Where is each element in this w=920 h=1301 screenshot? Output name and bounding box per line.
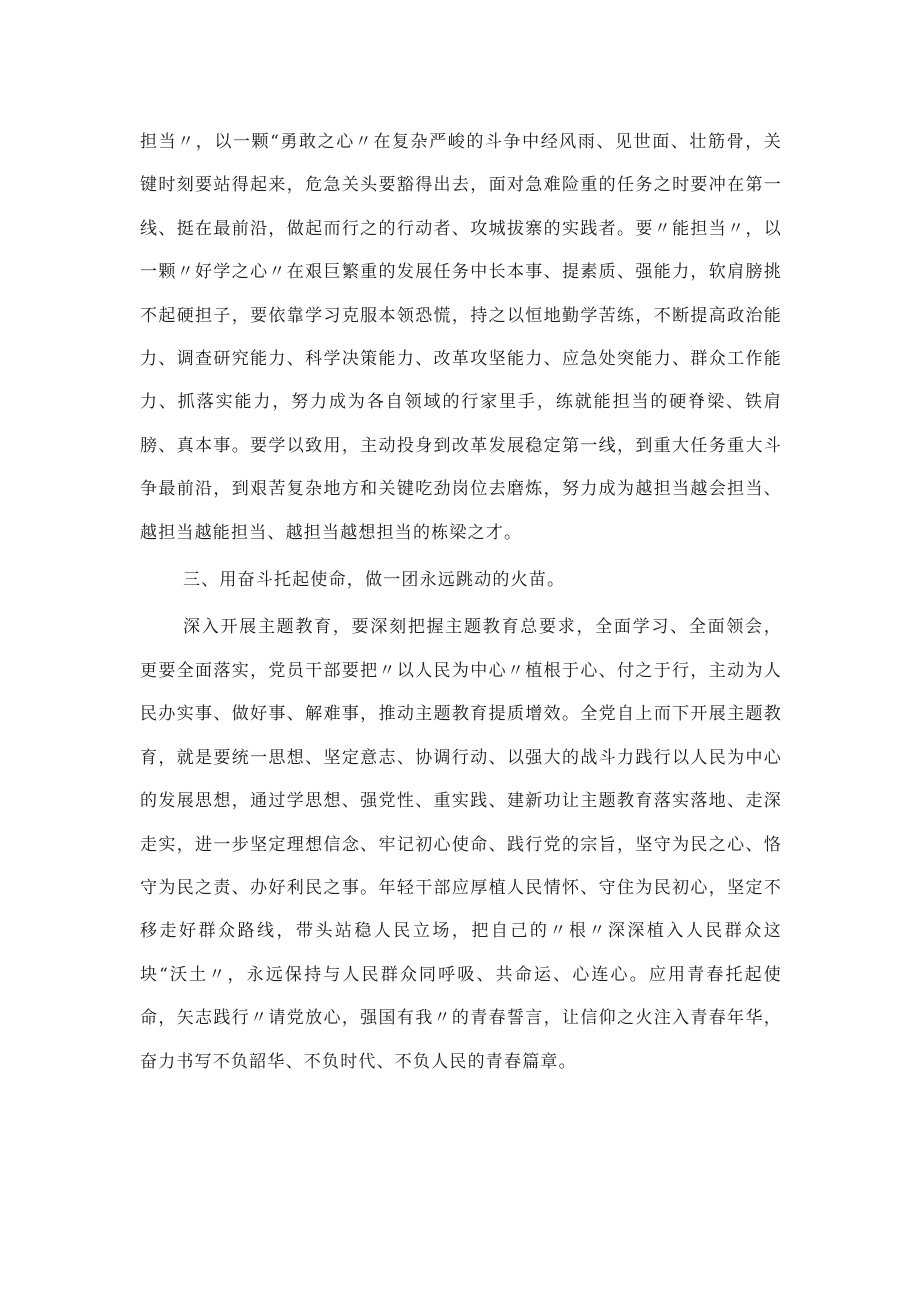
- paragraph-continued: 担当〃，以一颗“勇敢之心〃在复杂严峻的斗争中经风雨、见世面、壮筋骨，关键时刻要站得起来，危急关头要豁得出去，面对急难险重的任务之时要冲在第一线、挺在最前沿，做起而行之的行动者、攻城拔寨的实践者。要〃能担当〃，以一颗〃好学之心〃在艰巨繁重的发展任务中长本事、提素质、强能力，软肩膀挑不起硬担子，要依靠学习克服本领恐慌，持之以恒地勤学苦练，不断提高政治能力、调查研究能力、科学决策能力、改革攻坚能力、应急处突能力、群众工作能力、抓落实能力，努力成为各自领域的行家里手，练就能担当的硬脊梁、铁肩膀、真本事。要学以致用，主动投身到改革发展稳定第一线，到重大任务重大斗争最前沿，到艰苦复杂地方和关键吃劲岗位去磨炼，努力成为越担当越会担当、越担当越能担当、越担当越想担当的栋梁之才。: [140, 132, 782, 543]
- paragraph-section-three: 深入开展主题教育，要深刻把握主题教育总要求，全面学习、全面领会，更要全面落实，党员干部要把〃以人民为中心〃植根于心、付之于行，主动为人民办实事、做好事、解难事，推动主题教育提质增效。全党自上而下开展主题教育，就是要统一思想、坚定意志、协调行动、以强大的战斗力践行以人民为中心的发展思想，通过学思想、强党性、重实践、建新功让主题教育落实落地、走深走实，进一步坚定理想信念、牢记初心使命、践行党的宗旨，坚守为民之心、恪守为民之责、办好利民之事。年轻干部应厚植人民情怀、守住为民初心，坚定不移走好群众路线，带头站稳人民立场，把自己的〃根〃深深植入人民群众这块“沃土〃，永远保持与人民群众同呼吸、共命运、心连心。应用青春托起使命，矢志践行〃请党放心，强国有我〃的青春誓言，让信仰之火注入青春年华，奋力书写不负韶华、不负时代、不负人民的青春篇章。: [140, 617, 782, 1072]
- section-heading: 三、用奋斗托起使命，做一团永远跳动的火苗。: [183, 570, 566, 591]
- document-body: [140, 121, 782, 1084]
